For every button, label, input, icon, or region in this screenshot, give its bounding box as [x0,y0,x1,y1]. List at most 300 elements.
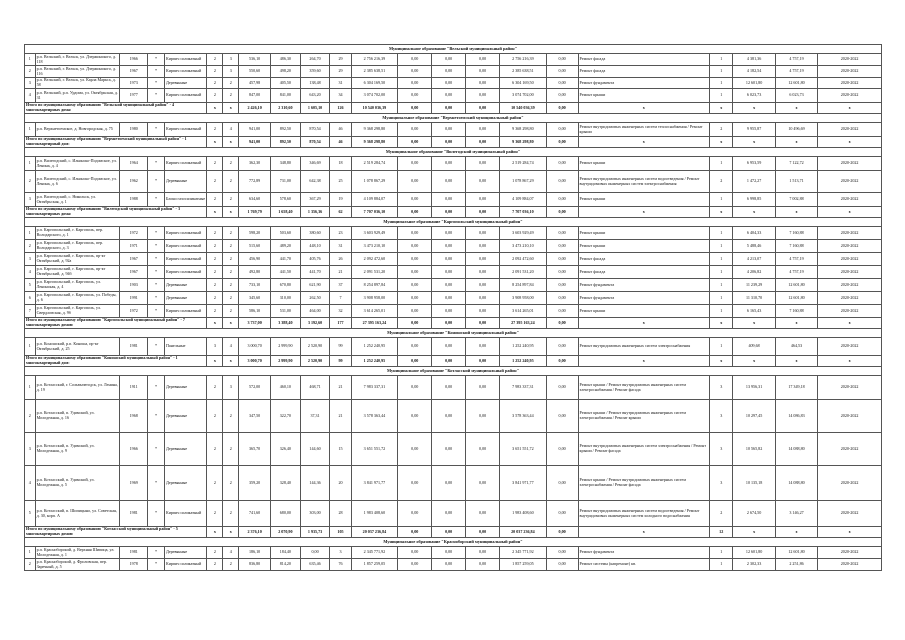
table-cell: 2 [223,305,239,318]
section-title: Муниципальное образование "Коношский муниципальный район" [25,329,882,338]
table-cell: 6 953,59 [733,157,775,171]
table-cell: 6 998,85 [733,193,775,207]
table-cell: 2 [207,240,223,253]
table-row [25,338,882,356]
table-cell: 731,00 [271,171,301,193]
table-cell: 0,00 [398,305,432,318]
table-cell: Ремонт крыши [578,240,710,253]
table-cell: р.п. Каргопольский, г. Каргополь, ул. Ленинская, д. 4 [35,279,120,292]
table-cell: 0,00 [398,123,432,137]
table-cell: 1 [710,338,733,356]
table-cell: 0,00 [432,157,466,171]
table-cell: 62 [330,207,351,218]
table-cell: * [148,240,165,253]
table-cell: Деревянные [164,78,206,89]
table-cell: x [578,207,710,218]
table-cell: 0,00 [432,54,466,66]
table-cell: 0,00 [546,400,578,433]
table-cell: 2 999,90 [271,356,301,367]
table-cell: x [733,103,775,114]
table-cell: 0,00 [466,466,500,501]
table-cell: 3 737,00 [239,318,271,329]
table-cell: 1 252 240,95 [500,338,547,356]
table-cell: Кирпич силикатный [164,559,206,571]
table-cell: 2 [223,292,239,305]
table-cell: 4 381,36 [733,54,775,66]
table-cell: 7 707 036,10 [351,207,398,218]
table-cell: 4 757,19 [775,66,817,78]
table-cell: 0,00 [466,240,500,253]
table-cell: 2020-2022 [818,240,882,253]
section-total-row [25,207,882,218]
section-title: Муниципальное образование "Вилегодский муниципальный район" [25,148,882,157]
table-cell: 0,00 [466,547,500,559]
table-cell: 3 908 958,00 [351,292,398,305]
table-cell: 0,00 [432,266,466,279]
table-cell: 2 [223,266,239,279]
table-cell: 12 601,80 [775,78,817,89]
table-cell: * [148,89,165,103]
section-header [25,329,882,338]
table-cell: 2020-2022 [818,171,882,193]
table-cell: 1980 [120,123,148,137]
table-cell: Кирпич силикатный [164,227,206,240]
table-cell: 1 [710,193,733,207]
table-cell: 1 [710,279,733,292]
table-cell: 0,00 [466,338,500,356]
table-cell: 2020-2022 [818,279,882,292]
table-cell: 941,00 [239,123,271,137]
table-cell: 2 [25,240,36,253]
table-cell: 0,00 [432,78,466,89]
table-cell: * [148,279,165,292]
table-cell: 635,46 [300,559,330,571]
table-cell: * [148,292,165,305]
table-cell: 2 [207,559,223,571]
table-cell: р.п. Вельский, г. Вельск, ул. Дзержинского, д. 118 [35,54,120,66]
table-row [25,292,882,305]
table-cell: 1 513,71 [775,171,817,193]
table-cell: 2 091 531,20 [500,266,547,279]
table-cell: 7 002,88 [775,193,817,207]
table-cell: 126 [330,103,351,114]
table-cell: 598,20 [239,227,271,240]
table-cell: 12 601,80 [775,547,817,559]
table-cell: x [578,137,710,148]
table-cell: * [148,376,165,400]
table-cell: 0,00 [546,193,578,207]
table-cell: Кирпич силикатный [164,501,206,527]
table-cell: x [775,207,817,218]
table-cell: 18 [330,157,351,171]
table-cell: 3 614 265,01 [351,305,398,318]
table-row [25,253,882,266]
table-cell: 2 [223,466,239,501]
table-cell: Ремонт внутридомовых инженерных систем водоотведения / Ремонт внутридомовых инженерных систем холодного водоснабжения [578,501,710,527]
table-cell: 405,50 [271,78,301,89]
table-cell: 1 [710,89,733,103]
table-cell: Ремонт крыши / Ремонт внутридомовых инженерных систем электроснабжения / Ремонт фасада [578,466,710,501]
table-cell: 4 757,19 [775,253,817,266]
table-cell: 2 [223,78,239,89]
registry-body [25,45,882,571]
table-cell: 2 [207,78,223,89]
table-cell: x [207,527,223,538]
table-cell: 0,00 [466,433,500,466]
table-cell: р.п. Красноборский, д. Верхняя Шипица, ул. Молодежная, д. 1 [35,547,120,559]
table-cell: 1 769,79 [239,207,271,218]
section-header [25,538,882,547]
table-cell: 1911 [120,376,148,400]
table-cell: 12 [710,527,733,538]
table-cell: 1 [710,227,733,240]
table-cell: р.п. Вельский, г. Вельск, ул. Дзержинского, д. 116 [35,66,120,78]
table-cell: 0,00 [398,193,432,207]
table-cell: Панельные [164,338,206,356]
table-cell: 503,60 [271,227,301,240]
table-cell: 34 [330,89,351,103]
table-cell: 2 385 638,51 [500,66,547,78]
table-cell: 0,00 [398,318,432,329]
table-cell: 11 310,70 [733,292,775,305]
table-cell: x [818,137,882,148]
table-cell: Ремонт фасада [578,66,710,78]
table-row [25,89,882,103]
table-cell: 486,30 [271,54,301,66]
table-cell: Деревянные [164,279,206,292]
section-total-label: Итого по муниципальному образованию "Коношский муниципальный район" - 1 многоквартирный дом: [25,356,207,367]
table-cell: 0,00 [546,266,578,279]
section-total-row [25,356,882,367]
table-row [25,240,882,253]
table-cell: 0,00 [398,227,432,240]
table-cell: x [710,103,733,114]
table-cell: Ремонт фасада [578,54,710,66]
table-cell: 1 [710,78,733,89]
table-cell: 2 520,90 [300,338,330,356]
table-cell: 1 [25,123,36,137]
table-cell: 0,00 [398,559,432,571]
table-cell: 0,00 [546,279,578,292]
table-cell: 2 [25,559,36,571]
table-row [25,78,882,89]
table-cell: x [207,318,223,329]
table-cell: 448,10 [300,240,330,253]
table-cell: 0,00 [432,305,466,318]
table-cell: 1967 [120,266,148,279]
table-cell: р.п. Вельский, р.п. Урдома, ул. Октябрьская, д. 31 [35,89,120,103]
table-cell: 2020-2022 [818,338,882,356]
table-cell: Деревянные [164,292,206,305]
table-cell: 0,00 [546,356,578,367]
table-cell: 310,00 [271,292,301,305]
table-cell: x [818,207,882,218]
table-cell: 19 [330,193,351,207]
table-cell: 4 [223,547,239,559]
table-cell: 1968 [120,400,148,433]
table-cell: Ремонт крыши [578,305,710,318]
table-cell: 7 [330,292,351,305]
table-cell: 105 [330,527,351,538]
table-cell: 0,00 [398,103,432,114]
table-cell: р.п. Каргопольский, г. Каргополь, пр-кт Октябрьский, д. 94б [35,266,120,279]
table-cell: р.п. Верхнетоемское, д. Новгородская, д. 75 [35,123,120,137]
table-cell: Ремонт крыши / Ремонт внутридомовых инженерных систем электроснабжения / Ремонт крыши [578,400,710,433]
table-cell: 1 [710,559,733,571]
table-cell: 2020-2022 [818,123,882,137]
section-title: Муниципальное образование "Котласский муниципальный район" [25,367,882,376]
table-cell: 3 473 210,10 [351,240,398,253]
table-cell: 2020-2022 [818,89,882,103]
table-cell: x [775,103,817,114]
table-cell: 0,00 [398,266,432,279]
table-cell: 1 983 408,60 [500,501,547,527]
table-cell: 1 252 240,95 [500,356,547,367]
table-cell: 0,00 [466,227,500,240]
table-cell: 262,50 [300,292,330,305]
table-cell: 642,38 [300,171,330,193]
table-cell: 10 540 036,39 [351,103,398,114]
table-cell: 1967 [120,253,148,266]
table-cell: 1973 [120,78,148,89]
table-cell: 2 070,90 [271,527,301,538]
table-cell: 3 000,70 [239,338,271,356]
table-cell: 3 578 363,44 [500,400,547,433]
table-cell: 0,00 [546,54,578,66]
table-cell: Кирпич силикатный [164,123,206,137]
table-cell: 1 [710,266,733,279]
table-cell: 144,60 [300,433,330,466]
table-cell: 441,50 [271,266,301,279]
table-cell: 0,00 [466,318,500,329]
table-cell: 1 [25,157,36,171]
table-cell: р.п. Каргопольский, г. Каргополь, пр-кт Октябрьский, д. 92а [35,253,120,266]
table-cell: 2020-2022 [818,78,882,89]
table-cell: 2 426,10 [239,103,271,114]
table-cell: Кирпич силикатный [164,66,206,78]
table-cell: x [710,318,733,329]
table-cell: 0,00 [546,103,578,114]
table-cell: 1978 [120,559,148,571]
table-cell: 2 [207,89,223,103]
table-cell: 2020-2022 [818,266,882,279]
table-cell: 3 [223,376,239,400]
table-cell: 10 540 036,39 [500,103,547,114]
table-cell: Ремонт крыши [578,227,710,240]
table-cell: * [148,433,165,466]
table-cell: 464,00 [300,305,330,318]
table-cell: 2 [223,559,239,571]
table-cell: 2 [207,227,223,240]
table-cell: 3 [25,433,36,466]
table-cell: x [223,103,239,114]
table-cell: 0,00 [466,253,500,266]
table-cell: 0,00 [466,266,500,279]
section-title: Муниципальное образование "Вельский муниципальный район" [25,45,882,54]
table-cell: 1962 [120,171,148,193]
table-cell: 0,00 [466,54,500,66]
table-cell: 1 [710,157,733,171]
table-cell: 3 603 929,49 [351,227,398,240]
table-cell: 2 756 216,39 [351,54,398,66]
table-cell: р.п. Котласский, п. Удимский, ул. Молодежная, д. 16 [35,400,120,433]
table-cell: 680,00 [271,501,301,527]
table-cell: 37,31 [300,400,330,433]
table-cell: Деревянные [164,547,206,559]
table-cell: 0,00 [432,253,466,266]
table-cell: Деревянные [164,466,206,501]
table-cell: 362,30 [239,157,271,171]
table-cell: 892,50 [271,137,301,148]
table-cell: 489,20 [271,240,301,253]
table-cell: 2 [207,54,223,66]
table-cell: 5 488,46 [733,240,775,253]
table-cell: 12 601,80 [733,547,775,559]
table-cell: р.п. Котласский, п. Шипицыно, ул. Советская, д. 30, корп. А [35,501,120,527]
table-cell: 3 603 929,49 [500,227,547,240]
table-cell: 515,60 [239,240,271,253]
table-cell: 8 254 897,84 [500,279,547,292]
table-cell: 2 345 771,92 [500,547,547,559]
table-cell: 0,00 [466,292,500,305]
table-cell: 1 [710,305,733,318]
table-cell: 0,00 [546,305,578,318]
table-cell: 2 [223,433,239,466]
table-cell: 2020-2022 [818,253,882,266]
table-cell: Деревянные [164,376,206,400]
table-cell: 6 [25,292,36,305]
table-cell: * [148,400,165,433]
table-cell: 3 074 702,00 [500,89,547,103]
table-cell: x [818,527,882,538]
table-cell: 28 [330,501,351,527]
section-header [25,148,882,157]
table-cell: x [223,137,239,148]
table-cell: 380,60 [300,227,330,240]
table-cell: x [775,318,817,329]
table-cell: 2 251,86 [775,559,817,571]
table-cell: Ремонт фундамента [578,78,710,89]
table-cell: Ремонт внутридомовых инженерных систем электроснабжения [578,338,710,356]
table-cell: р.п. Котласский, п. Удимский, ул. Молодежная, д. 9 [35,433,120,466]
table-cell: 2 [207,171,223,193]
table-cell: 0,00 [546,376,578,400]
table-cell: 2 [207,279,223,292]
table-cell: 0,00 [466,356,500,367]
table-cell: 941,00 [239,137,271,148]
table-cell: 2 [25,66,36,78]
table-cell: 184,40 [271,547,301,559]
table-cell: 456,90 [239,253,271,266]
table-cell: 5 [25,279,36,292]
table-cell: 264,70 [300,54,330,66]
table-cell: 1 605,10 [300,103,330,114]
table-cell: 0,00 [546,253,578,266]
table-cell: 11 239,29 [733,279,775,292]
table-cell: р.п. Каргопольский, г. Каргополь, ул. Победы, д. 6 [35,292,120,305]
table-cell: 621,90 [300,279,330,292]
table-cell: 460,10 [271,376,301,400]
table-cell: 1981 [120,338,148,356]
table-cell: Ремонт крыши [578,157,710,171]
table-cell: 0,00 [546,318,578,329]
table-cell: Ремонт внутридомовых инженерных систем водоотведения / Ремонт внутридомовых инженерных систем электроснабжения [578,171,710,193]
table-cell: 29 [330,54,351,66]
section-total-label: Итого по муниципальному образованию "Верхнетоемский муниципальный район" - 1 многоквартирный дом: [25,137,207,148]
table-cell: 0,00 [466,89,500,103]
table-cell: 3 651 551,72 [351,433,398,466]
table-cell: р.п. Красноборский, д. Фроловская, пер. Заречный, д. 5 [35,559,120,571]
table-cell: Кирпич силикатный [164,89,206,103]
table-cell: 0,00 [466,400,500,433]
table-cell: 9 368 298,80 [500,137,547,148]
table-cell: 0,00 [546,66,578,78]
table-cell: Деревянные [164,171,206,193]
table-cell: x [818,318,882,329]
table-cell: x [733,318,775,329]
table-cell: 0,00 [398,89,432,103]
table-cell: 1966 [120,54,148,66]
table-cell: Ремонт системы (капремонт) кв. [578,559,710,571]
table-cell: 0,00 [398,78,432,89]
table-cell: x [733,356,775,367]
section-total-label: Итого по муниципальному образованию "Вилегодский муниципальный район" - 3 многоквартирных дома: [25,207,207,218]
table-cell: 0,00 [432,376,466,400]
table-cell: 2 999,90 [271,338,301,356]
table-cell: 359,20 [239,466,271,501]
table-cell: 328,40 [271,466,301,501]
table-cell: 409,68 [733,338,775,356]
table-cell: 2020-2022 [818,54,882,66]
table-cell: 733,10 [239,279,271,292]
table-cell: р.п. Каргопольский, г. Каргополь, пер. Володарского, д. 1 [35,227,120,240]
table-cell: 670,80 [271,279,301,292]
table-cell: 1 [710,253,733,266]
table-cell: 2020-2022 [818,501,882,527]
table-cell: 643,20 [300,89,330,103]
table-cell: р.п. Каргопольский, г. Каргополь, ул. Свердловская, д. 9б [35,305,120,318]
table-cell: x [207,103,223,114]
table-row [25,400,882,433]
table-cell: 3 [330,547,351,559]
table-cell: 303,00 [300,501,330,527]
section-total-row [25,527,882,538]
table-cell: 1 252 240,95 [351,356,398,367]
table-cell: 1 658,40 [271,207,301,218]
table-cell: 1 356,36 [300,207,330,218]
table-cell: 46 [330,123,351,137]
table-cell: 0,00 [546,89,578,103]
table-cell: 8 254 897,84 [351,279,398,292]
table-cell: Ремонт фасада [578,253,710,266]
table-cell: 1 [25,376,36,400]
table-cell: 1 [25,338,36,356]
table-cell: 814,20 [271,559,301,571]
section-header [25,218,882,227]
table-cell: 6 304 169,50 [500,78,547,89]
table-cell: 441,70 [300,266,330,279]
table-cell: 3 [710,400,733,433]
table-cell: x [775,356,817,367]
table-cell: 0,00 [398,54,432,66]
table-cell: 1 [25,54,36,66]
table-cell: Кирпич силикатный [164,305,206,318]
table-cell: 12 601,80 [733,78,775,89]
table-cell: 31 [330,78,351,89]
table-cell: 0,00 [432,66,466,78]
table-cell: 0,00 [466,171,500,193]
table-cell: x [578,318,710,329]
